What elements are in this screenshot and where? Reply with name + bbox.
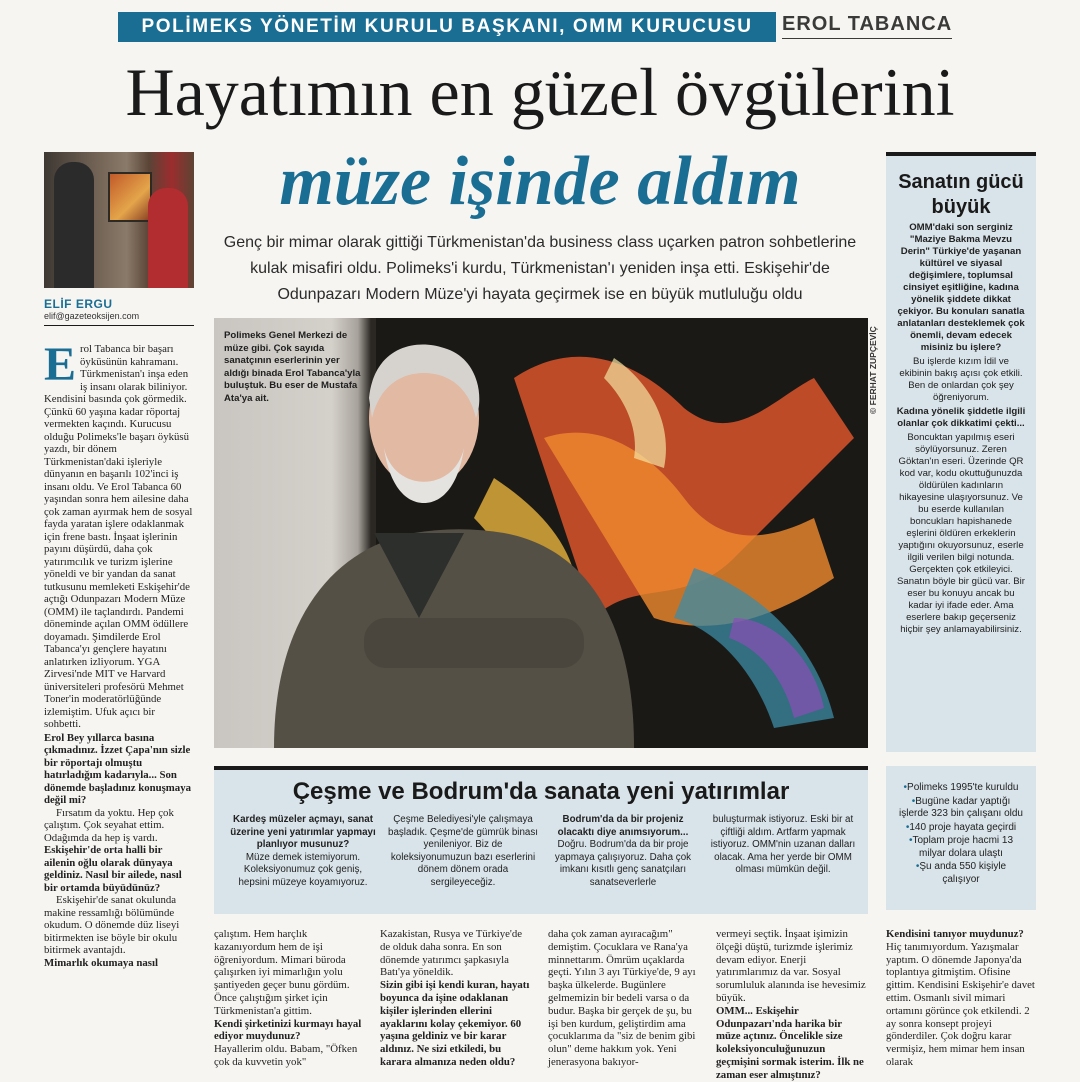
sidebar-question: Kadına yönelik şiddetle ilgili olanlar çok dikkatimi çekti... xyxy=(896,406,1026,429)
question: OMM... Eskişehir Odunpazarı'nda harika bir müze açtınız. Öncelikle size koleksiyonculuğunuzun geçmişini sormak isterim. İlk ne zaman eser almıştınız? xyxy=(716,1004,864,1081)
author-name: ELİF ERGU xyxy=(44,297,113,311)
article-column xyxy=(214,928,364,1069)
sidebar-answer: Boncuktan yapılmış eseri söylüyorsunuz. Zeren Göktan'ın eseri. Üzerinde QR kod var, kodu okuttuğunuzda öldürülen kadınların hikayesine ulaşıyorsunuz. Ve bu eserde kullanılan boncukları hapishanede eşlerini öldüren erkeklerin yaptığını okuyorsunuz, eserle ilgili verilen bilgi notunda. Gerçekten çok etkileyici. Sanatın böyle bir gücü var. Bir eser bu konuyu ancak bu kadar iyi ifade eder. Ama eserlere bakıp geçerseniz hiçbir şey anlamayabilirsiniz. xyxy=(897,432,1025,635)
deck-paragraph: Genç bir mimar olarak gittiği Türkmenistan'da business class uçarken patron sohbetlerine kulak misafiri oldu. Polimeks'i kurdu, Türkmenistan'ı yeniden inşa etti. Eskişehir'de Odunpazarı Modern Müze'yi hayata geçirmek ise en büyük mutluluğu oldu xyxy=(223,234,857,303)
article-column xyxy=(380,928,530,1069)
inset-answer: Doğru. Bodrum'da da bir proje yapmaya çalışıyoruz. Daha çok imkanı kısıtlı genç sanatçıları sanatseverlerle xyxy=(554,839,692,888)
fact-item: • 140 proje hayata geçirdi xyxy=(896,822,1026,835)
inset-title: Çeşme ve Bodrum'da sanata yeni yatırımlar xyxy=(292,778,790,805)
fact-item: • Toplam proje hacmi 13 milyar dolara ulaştı xyxy=(896,835,1026,860)
intro-text: rol Tabanca bir başarı öyküsünün kahramanı. Türkmenistan'ı inşa eden iş insanı olarak biliniyor. Kendisini basında çok görmedik. Çünkü 60 yaşına kadar röportaj vermekten kaçındı. Kurucusu olduğu Polimeks'le başarı öyküsü yazdı, bir dönem Türkmenistan'daki işleriyle dünyanın en başarılı 102'inci iş insanı oldu. Ve Erol Tabanca 60 yaşından sonra hem ailesine daha çok zaman ayırmak hem de sosyal fayda yaratan işlere odaklanmak için frene bastı. İnşaat işlerinin payını düşürdü, daha çok yatırımcılık ve turizm işlerine yöneldi ve bir yandan da sanat tutkusunu memleketi Eskişehir'de açtığı Odunpazarı Modern Müze (OMM) ile taçlandırdı. Pandemi döneminde açılan OMM ödüllere doyamadı. Şimdilerde Erol Tabanca'yı gençlere hayatını anlatırken izliyorum. YGA Zirvesi'nde MIT ve Harvard üniversiteleri profesörü Mehmet Toner'in moderatörlüğünde izlemiştim. Ufuk açıcı bir sohbetti. xyxy=(44,343,193,730)
answer: Fırsatım da yoktu. Hep çok çalıştım. Çok seyahat ettim. Odağımda da hep iş vardı. xyxy=(44,806,174,844)
article-column xyxy=(886,928,1036,1069)
facts-list xyxy=(896,782,1026,887)
answer: Eskişehir'de sanat okulunda makine ressamlığı bölümünde okudum. O dönemde düz liseyi bitirmekten ise böyle bir okulu bitirmek avantajdı. xyxy=(44,894,180,956)
dropcap: E xyxy=(44,338,77,391)
article-column-left xyxy=(44,338,194,969)
inset-column xyxy=(548,814,698,890)
question: Erol Bey yıllarca basına çıkmadınız. İzzet Çapa'nın sizle bir röportajı olmuştu hatırladığım kadarıyla... Son dönemde başladınız konuşmaya değil mi? xyxy=(44,731,191,806)
person-silhouette xyxy=(148,188,188,288)
inset-column xyxy=(228,814,378,890)
answer: Hiç tanımıyordum. Yazışmalar yaptım. O dönemde Japonya'da toplantıya gitmiştim. Ofisine gittim. Kendisini Eskişehir'e davet ettim. Osmanlı sivil mimari ortamını görünce çok etkilendi. 2 ay sonra konsept projeyi gönderdiler. Çok doğru karar vermişiz, hem mimar hem insan olarak xyxy=(886,940,1035,1068)
inset-question: Kardeş müzeler açmayı, sanat üzerine yeni yatırımlar yapmayı planlıyor musunuz? xyxy=(230,814,376,851)
photo-credit xyxy=(868,318,882,418)
divider xyxy=(44,325,194,326)
body-text: çalıştım. Hem harçlık kazanıyordum hem de işi öğreniyordum. Mimari büroda çalışırken iyi mimarlığın yolu şantiyeden geçer bunu gördüm. Önce çalıştığım şirket için Türkmenistan'a gittim. xyxy=(214,928,350,1017)
question: Eskişehir'de orta halli bir ailenin oğlu olarak dünyaya geldiniz. Nasıl bir ailede, nasıl bir ortamda büyüdünüz? xyxy=(44,844,182,894)
question: Mimarlık okumaya nasıl xyxy=(44,956,158,969)
body-text: vermeyi seçtik. İnşaat işimizin ölçeği düştü, turizmde işlerimiz devam ediyor. Enerji yatırımlarımız da var. Sosyal sorumluluk alanında ise hevesimiz büyük. xyxy=(716,928,866,1004)
sidebar-body xyxy=(896,222,1026,638)
fact-item: • Şu anda 550 kişiyle çalışıyor xyxy=(896,861,1026,886)
photo-credit-text: © FERHAT ZUPÇEVİÇ xyxy=(868,326,878,414)
painting-thumbnail xyxy=(108,172,152,222)
body-text: Kazakistan, Rusya ve Türkiye'de de olduk daha sonra. En son dönemde yatırımcı şapkasıyla Batı'ya yöneldik. xyxy=(380,928,523,979)
article-column xyxy=(716,928,866,1082)
body-text: daha çok zaman ayıracağım" demiştim. Çocuklara ve Rana'ya minnettarım. Ömrüm uçaklarda geçti. Yılın 3 ayı Türkiye'de, 9 ayı başka ülkelerde. Bugünlere gelmemizin bir bedeli varsa o da budur. Başka bir gerçek de şu, bu işi ben kurdum, geliştirdim ama çocuklarıma da "siz de benim gibi olun" deme hakkım yok. Yeni jenerasyona bakıyor- xyxy=(548,928,696,1068)
sidebar-question: OMM'daki son serginiz "Maziye Bakma Mevzu Derin" Türkiye'de yaşanan kültürel ve siyasal değişimlere, toplumsal cinsiyet eşitliğine, kadına yönelik şiddete dikkat çekiyor. Bu konuları sanatla anlatanları desteklemek çok önemli, devam edecek misiniz bu işlere? xyxy=(897,222,1025,353)
article-column xyxy=(548,928,698,1069)
headline-line2: müze işinde aldım xyxy=(279,143,801,220)
headline-line1: Hayatımın en güzel övgülerini xyxy=(125,54,955,130)
photo-caption: Polimeks Genel Merkezi de müze gibi. Çok sayıda sanatçının eserlerinin yer aldığı binada Erol Tabanca'yla buluştuk. Bu eser de Mustafa Ata'ya ait. xyxy=(224,330,361,404)
fact-item: • Polimeks 1995'te kuruldu xyxy=(896,782,1026,795)
author-email: elif@gazeteoksijen.com xyxy=(44,311,140,321)
question: Sizin gibi işi kendi kuran, hayatı boyunca da işine odaklanan kişiler işlerinden ellerini ayaklarını kolay çekemiyor. 60 yaşına geldiniz ve bir karar aldınız. Ne sizi etkiledi, bu karara almanıza neden oldu? xyxy=(380,979,530,1068)
question: Kendisini tanıyor muydunuz? xyxy=(886,928,1024,940)
answer: Hayallerim oldu. Babam, "Öfken çok da kuvvetin yok" xyxy=(214,1043,358,1068)
inset-column: Çeşme Belediyesi'yle çalışmaya başladık. Çeşme'de gümrük binası yenileniyor. Biz de koleksiyonumuzun bazı eserlerini dönem dönem orada sergileyeceğiz. xyxy=(388,814,538,888)
inset-answer: Müze demek istemiyorum. Koleksiyonumuz çok geniş, hepsini müzeye koyamıyoruz. xyxy=(238,851,368,888)
kicker-name: EROL TABANCA xyxy=(782,13,952,39)
sidebar-title: Sanatın gücü büyük xyxy=(898,171,1024,218)
inset-question: Bodrum'da da bir projeniz olacaktı diye anımsıyorum... xyxy=(557,814,689,838)
author-photo xyxy=(44,152,194,288)
person-silhouette xyxy=(54,162,94,288)
kicker-title: POLİMEKS YÖNETİM KURULU BAŞKANI, OMM KURUCUSU xyxy=(118,12,776,42)
fact-item: • Bugüne kadar yaptığı işlerde 323 bin çalışanı oldu xyxy=(896,796,1026,821)
inset-column: buluşturmak istiyoruz. Eski bir at çiftliği aldım. Artfarm yapmak istiyoruz. OMM'nin uzanan dalları olacak. Ama her yerde bir OMM olması mümkün değil. xyxy=(710,814,856,876)
sidebar-answer: Bu işlerde kızım İdil ve ekibinin bakış açısı çok etkili. Ben de onlardan çok şey öğreniyorum. xyxy=(899,356,1023,403)
question: Kendi şirketinizi kurmayı hayal ediyor muydunuz? xyxy=(214,1017,362,1043)
